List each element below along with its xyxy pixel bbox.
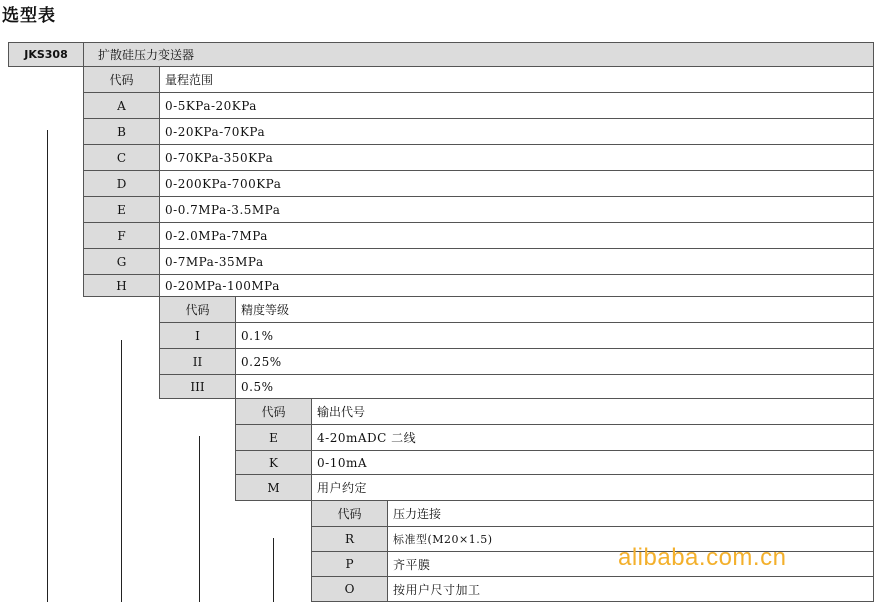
- watermark-text: alibaba.com.cn: [618, 544, 787, 571]
- output-value-cell: 0-10mA: [311, 450, 874, 475]
- output-header-code: 代码: [235, 398, 312, 425]
- accuracy-value-cell: 0.1%: [235, 322, 874, 349]
- connection-value-cell: 标准型(M20×1.5): [387, 526, 874, 552]
- connector-line: [47, 130, 48, 602]
- range-value-cell: 0-5KPa-20KPa: [159, 92, 874, 119]
- range-code-cell: G: [83, 248, 160, 275]
- range-code-cell: H: [83, 274, 160, 297]
- range-value-cell: 0-2.0MPa-7MPa: [159, 222, 874, 249]
- connection-value-cell: 齐平膜: [387, 551, 874, 577]
- range-code-cell: C: [83, 144, 160, 171]
- connector-line: [121, 340, 122, 602]
- range-value-cell: 0-200KPa-700KPa: [159, 170, 874, 197]
- accuracy-value-cell: 0.5%: [235, 374, 874, 399]
- range-value-cell: 0-0.7MPa-3.5MPa: [159, 196, 874, 223]
- output-code-cell: M: [235, 474, 312, 501]
- range-value-cell: 0-70KPa-350KPa: [159, 144, 874, 171]
- product-code-cell: JKS308: [8, 42, 84, 67]
- range-code-cell: D: [83, 170, 160, 197]
- accuracy-code-cell: I: [159, 322, 236, 349]
- range-code-cell: A: [83, 92, 160, 119]
- connection-header-code: 代码: [311, 500, 388, 527]
- output-header-label: 输出代号: [311, 398, 874, 425]
- range-value-cell: 0-7MPa-35MPa: [159, 248, 874, 275]
- range-value-cell: 0-20MPa-100MPa: [159, 274, 874, 297]
- accuracy-code-cell: II: [159, 348, 236, 375]
- accuracy-header-label: 精度等级: [235, 296, 874, 323]
- connection-header-label: 压力连接: [387, 500, 874, 527]
- output-code-cell: K: [235, 450, 312, 475]
- connection-code-cell: R: [311, 526, 388, 552]
- range-code-cell: F: [83, 222, 160, 249]
- accuracy-header-code: 代码: [159, 296, 236, 323]
- range-code-cell: E: [83, 196, 160, 223]
- output-value-cell: 用户约定: [311, 474, 874, 501]
- output-value-cell: 4-20mADC 二线: [311, 424, 874, 451]
- connector-line: [273, 538, 274, 602]
- range-value-cell: 0-20KPa-70KPa: [159, 118, 874, 145]
- range-header-code: 代码: [83, 66, 160, 93]
- accuracy-value-cell: 0.25%: [235, 348, 874, 375]
- connection-code-cell: P: [311, 551, 388, 577]
- accuracy-code-cell: III: [159, 374, 236, 399]
- product-name-cell: 扩散硅压力变送器: [83, 42, 874, 67]
- output-code-cell: E: [235, 424, 312, 451]
- page-title: 选型表: [2, 6, 56, 26]
- connection-code-cell: O: [311, 576, 388, 602]
- range-code-cell: B: [83, 118, 160, 145]
- range-header-label: 量程范围: [159, 66, 874, 93]
- connection-value-cell: 按用户尺寸加工: [387, 576, 874, 602]
- connector-line: [199, 436, 200, 602]
